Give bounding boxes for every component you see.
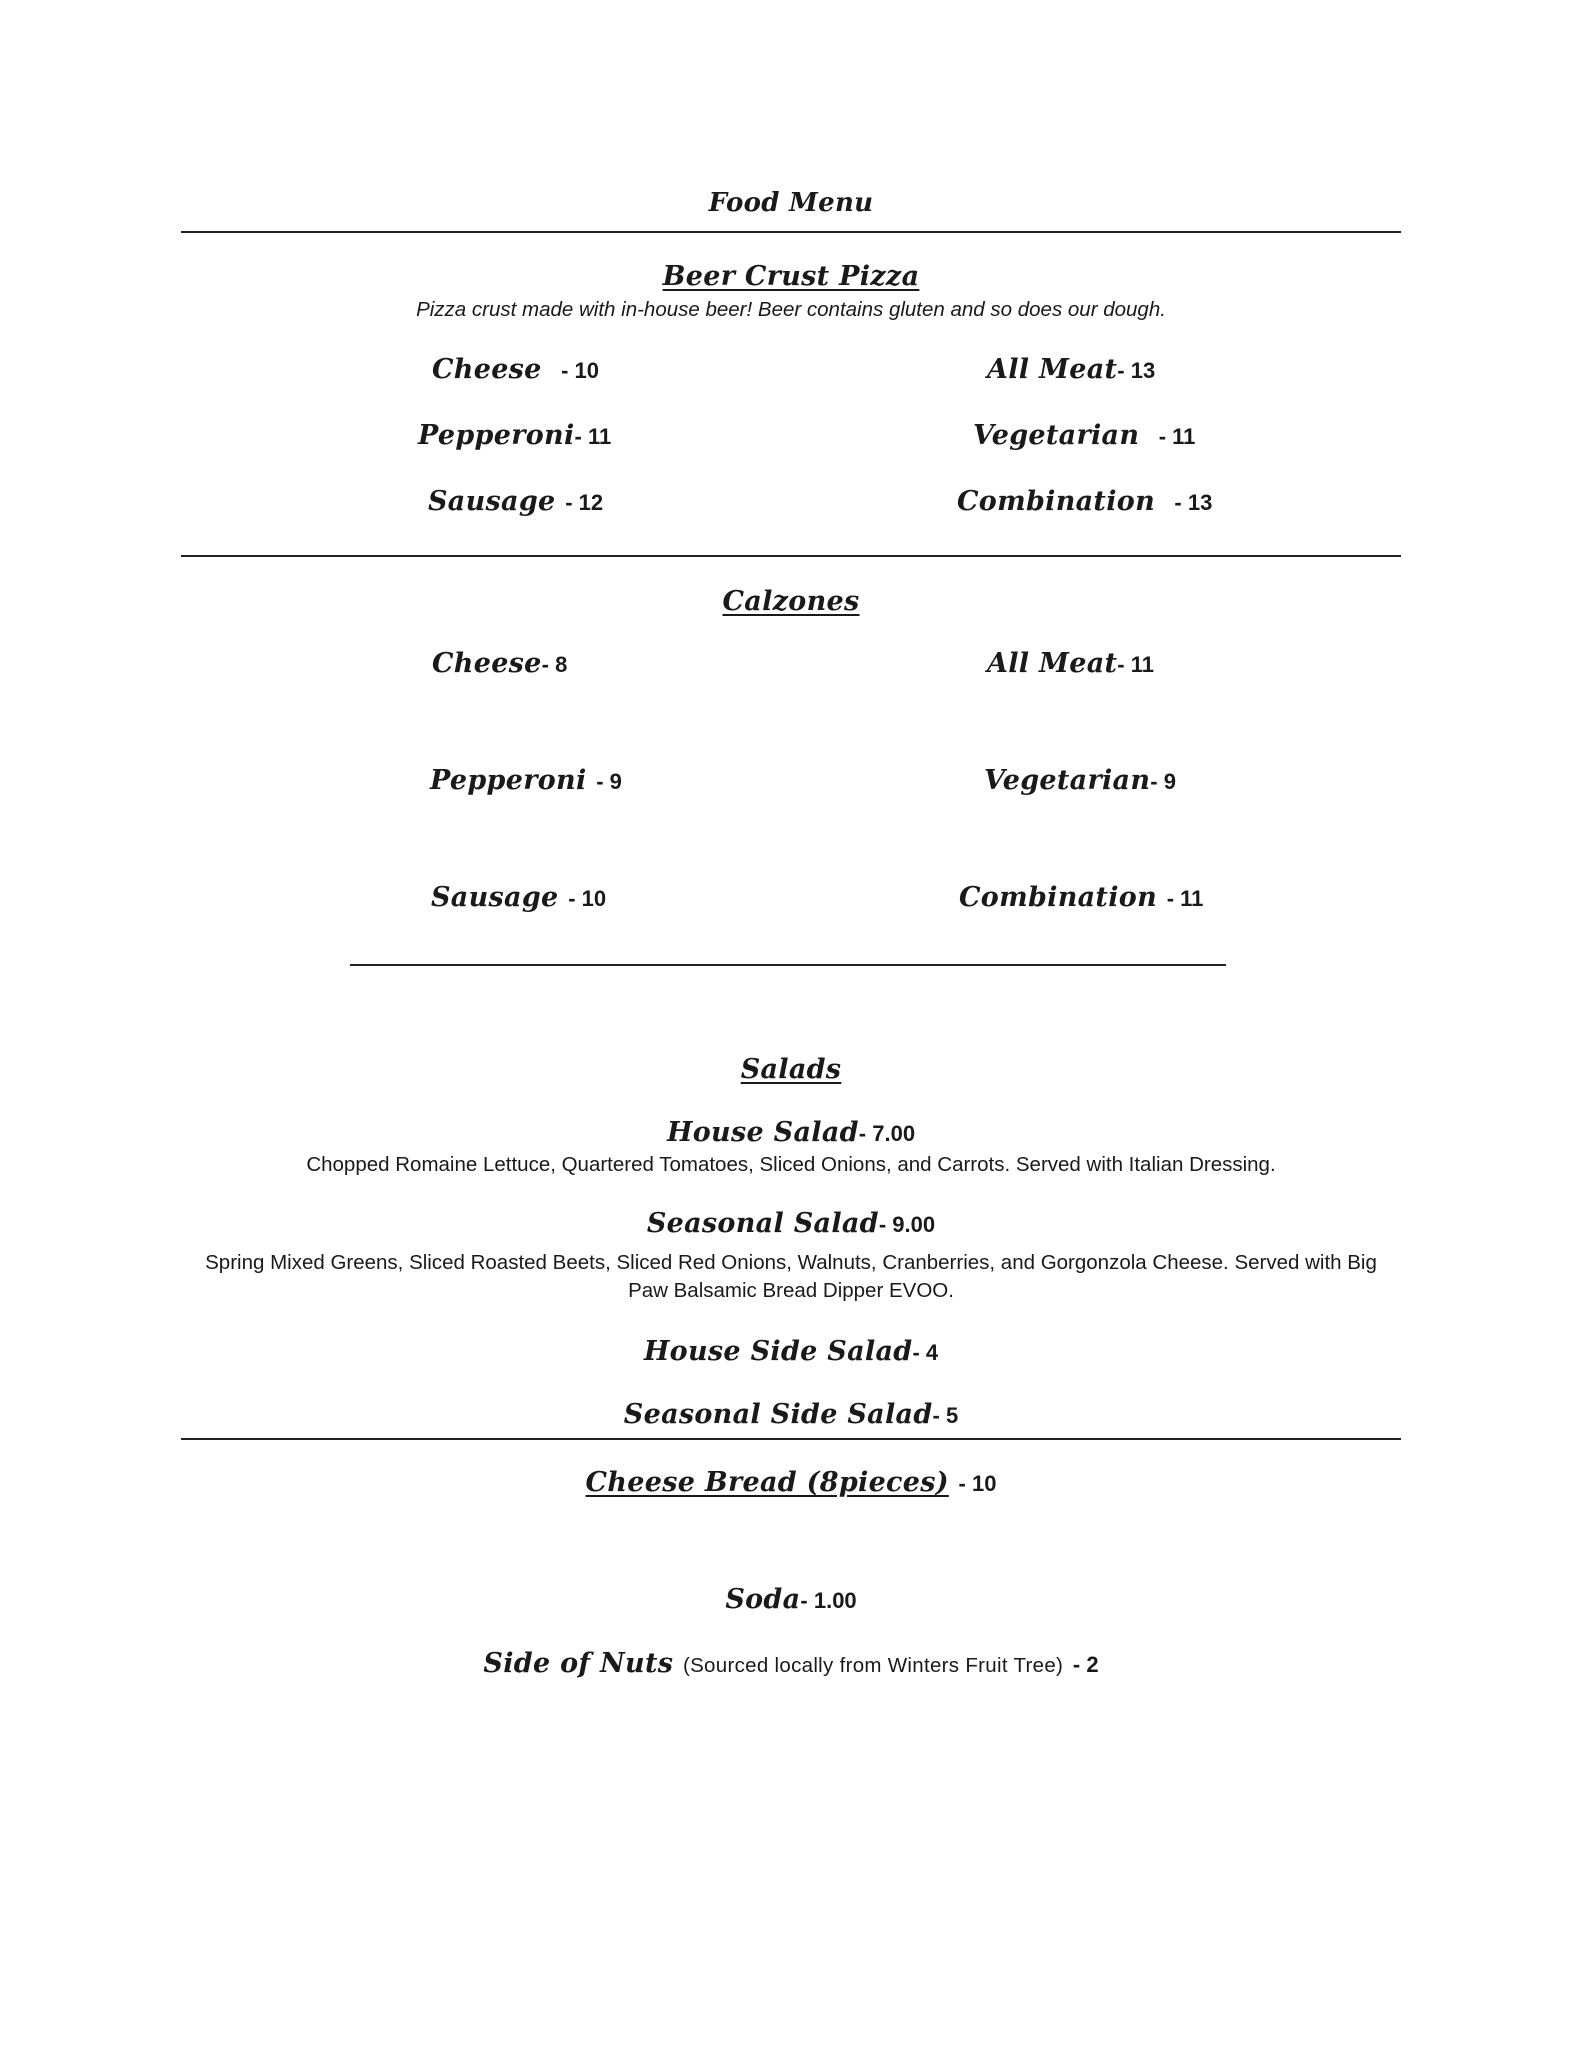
- calzone-item-vegetarian: [984, 765, 1176, 796]
- calzone-item-all-meat: [987, 648, 1154, 679]
- divider-salads: [181, 1438, 1401, 1440]
- item-name: Pepperoni: [430, 765, 587, 796]
- menu-title: Food Menu: [708, 188, 874, 218]
- item-price: - 8: [541, 652, 568, 677]
- item-price: - 13: [1174, 490, 1213, 515]
- item-name: Soda: [725, 1584, 801, 1615]
- item-name: Combination: [959, 882, 1157, 913]
- calzone-item-combination: [959, 882, 1203, 913]
- pizza-item-combination: [957, 486, 1212, 517]
- house-salad: [0, 1117, 1582, 1148]
- item-price: - 10: [561, 358, 599, 383]
- item-name: House Side Salad: [643, 1336, 913, 1367]
- item-price: - 2: [1072, 1652, 1099, 1677]
- item-name: Pepperoni: [418, 420, 575, 451]
- calzones-heading: Calzones: [722, 586, 860, 617]
- item-price: - 11: [1158, 424, 1196, 449]
- salads-heading: Salads: [740, 1054, 842, 1085]
- item-name: Cheese: [432, 648, 542, 679]
- item-price: - 11: [1166, 886, 1204, 911]
- item-price: - 12: [565, 490, 604, 515]
- item-name: Seasonal Salad: [646, 1208, 879, 1239]
- item-price: - 7.00: [858, 1121, 916, 1146]
- item-name: Vegetarian: [973, 420, 1140, 451]
- calzone-item-pepperoni: [430, 765, 622, 796]
- pizza-item-cheese: [432, 354, 599, 385]
- pizza-tagline: Pizza crust made with in-house beer! Beer contains gluten and so does our dough.: [416, 298, 1166, 321]
- pizza-item-all-meat: [987, 354, 1155, 385]
- item-name: Combination: [957, 486, 1155, 517]
- item-price: - 4: [912, 1340, 939, 1365]
- item-price: - 11: [1117, 652, 1154, 677]
- item-price: - 9: [1150, 769, 1176, 794]
- item-name: Side of Nuts: [483, 1648, 674, 1679]
- pizza-item-pepperoni: [418, 420, 611, 451]
- cheese-bread: [0, 1467, 1582, 1498]
- divider-top: [181, 231, 1401, 233]
- house-salad-description: Chopped Romaine Lettuce, Quartered Tomatoes, Sliced Onions, and Carrots. Served with Italian Dressing.: [306, 1153, 1276, 1176]
- calzone-item-cheese: [432, 648, 567, 679]
- item-price: - 9.00: [878, 1212, 936, 1237]
- calzone-item-sausage: [431, 882, 606, 913]
- side-of-nuts: [0, 1648, 1582, 1679]
- house-side-salad: [0, 1336, 1582, 1367]
- item-price: - 9: [596, 769, 622, 794]
- item-name: Sausage: [431, 882, 559, 913]
- item-note: (Sourced locally from Winters Fruit Tree): [682, 1654, 1064, 1677]
- item-price: - 1.00: [800, 1588, 857, 1613]
- item-name: House Salad: [666, 1117, 859, 1148]
- pizza-heading: Beer Crust Pizza: [662, 261, 920, 292]
- seasonal-salad-description-line2: Paw Balsamic Bread Dipper EVOO.: [628, 1279, 954, 1302]
- seasonal-salad-description-line1: Spring Mixed Greens, Sliced Roasted Beets, Sliced Red Onions, Walnuts, Cranberries, and Gorgonzola Cheese. Served with Big: [205, 1251, 1377, 1274]
- item-name: Cheese Bread (8pieces): [585, 1467, 949, 1498]
- divider-pizza: [181, 555, 1401, 557]
- divider-calzones: [350, 964, 1226, 966]
- item-price: - 10: [568, 886, 607, 911]
- item-name: All Meat: [987, 354, 1118, 385]
- seasonal-side-salad: [0, 1399, 1582, 1430]
- soda: [0, 1584, 1582, 1615]
- pizza-item-vegetarian: [973, 420, 1195, 451]
- item-price: - 13: [1117, 358, 1156, 383]
- item-price: - 5: [932, 1403, 959, 1428]
- item-name: Vegetarian: [984, 765, 1151, 796]
- pizza-item-sausage: [428, 486, 603, 517]
- item-price: - 11: [574, 424, 612, 449]
- item-name: All Meat: [987, 648, 1118, 679]
- item-name: Seasonal Side Salad: [623, 1399, 933, 1430]
- item-name: Cheese: [432, 354, 542, 385]
- item-price: - 10: [958, 1471, 997, 1496]
- seasonal-salad: [0, 1208, 1582, 1239]
- item-name: Sausage: [428, 486, 556, 517]
